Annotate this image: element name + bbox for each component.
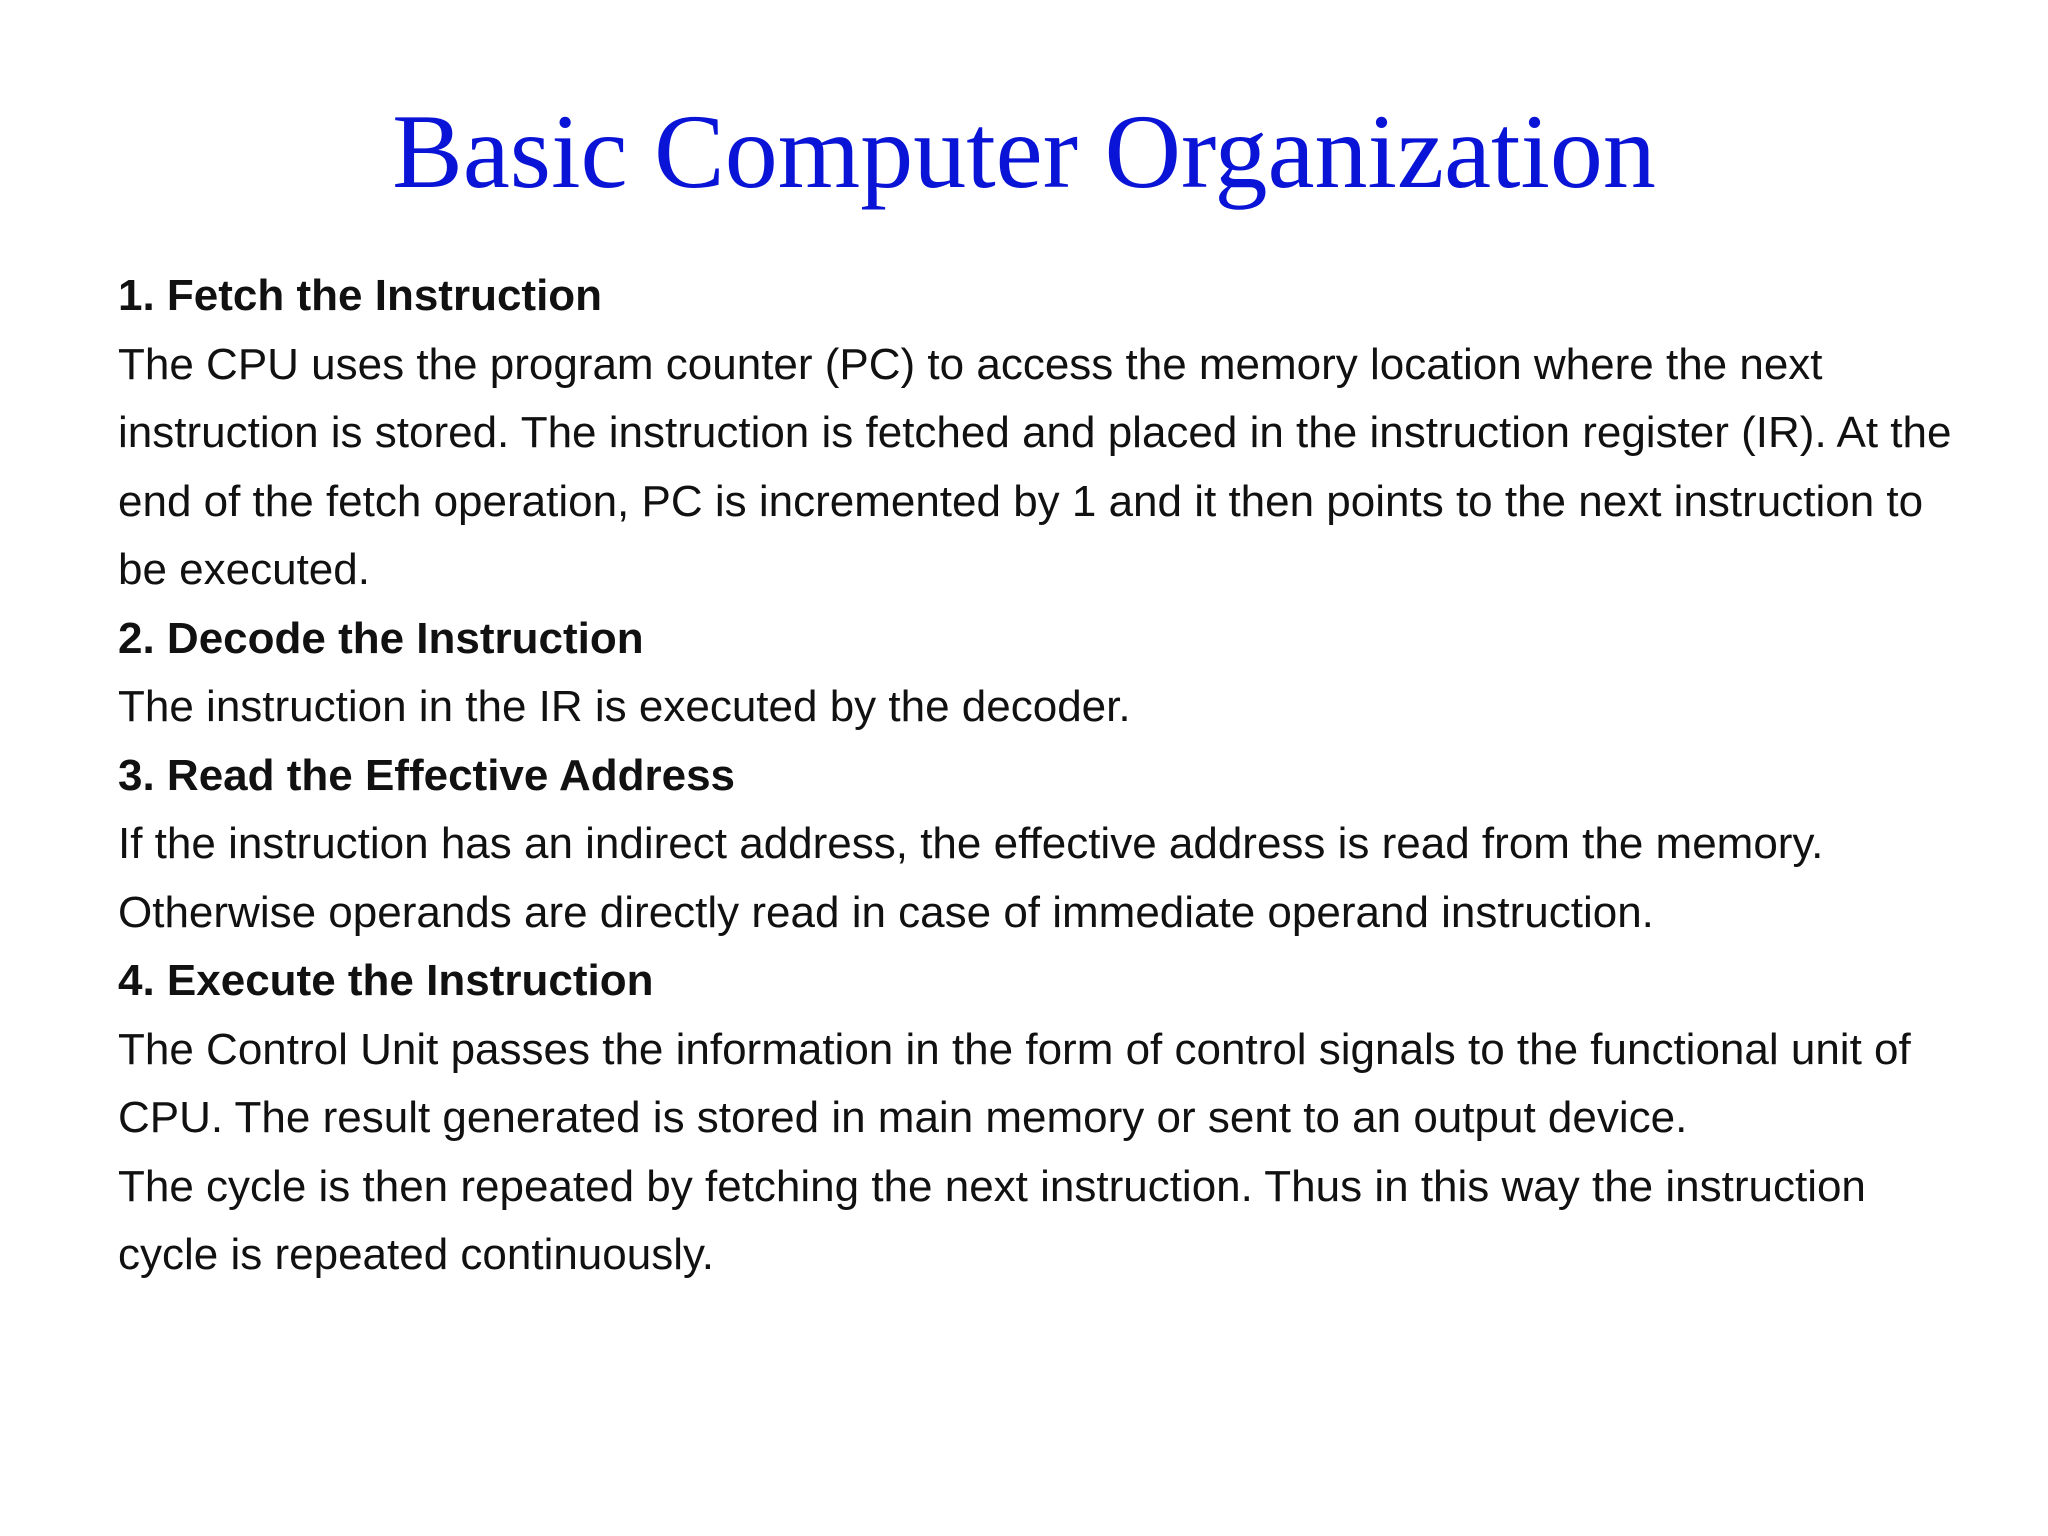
conclusion-text: The cycle is then repeated by fetching the next instruction. Thus in this way the instruction cycle is repeated continuously. [118, 1161, 1866, 1279]
step-body-execute: The Control Unit passes the information in the form of control signals to the functional unit of CPU. The result generated is stored in main memory or sent to an output device. [118, 1024, 1911, 1142]
slide-title: Basic Computer Organization [392, 93, 1656, 210]
step-body-fetch: The CPU uses the program counter (PC) to access the memory location where the next instruction is stored. The instruction is fetched and placed in the instruction register (IR). At the end of the fetch operation, PC is incremented by 1 and it then points to the next instruction to be executed. [118, 339, 1952, 594]
step-heading-fetch: 1. Fetch the Instruction [118, 271, 603, 320]
slide-content [118, 262, 1958, 1290]
step-heading-decode: 2. Decode the Instruction [118, 613, 644, 663]
step-heading-read-address: 3. Read the Effective Address [118, 750, 736, 800]
step-body-decode: The instruction in the IR is executed by the decoder. [118, 682, 1131, 731]
step-heading-execute: 4. Execute the Instruction [118, 956, 654, 1005]
step-body-read-address: If the instruction has an indirect address, the effective address is read from the memory. Otherwise operands are directly read in case of immediate operand instruction. [118, 819, 1824, 937]
